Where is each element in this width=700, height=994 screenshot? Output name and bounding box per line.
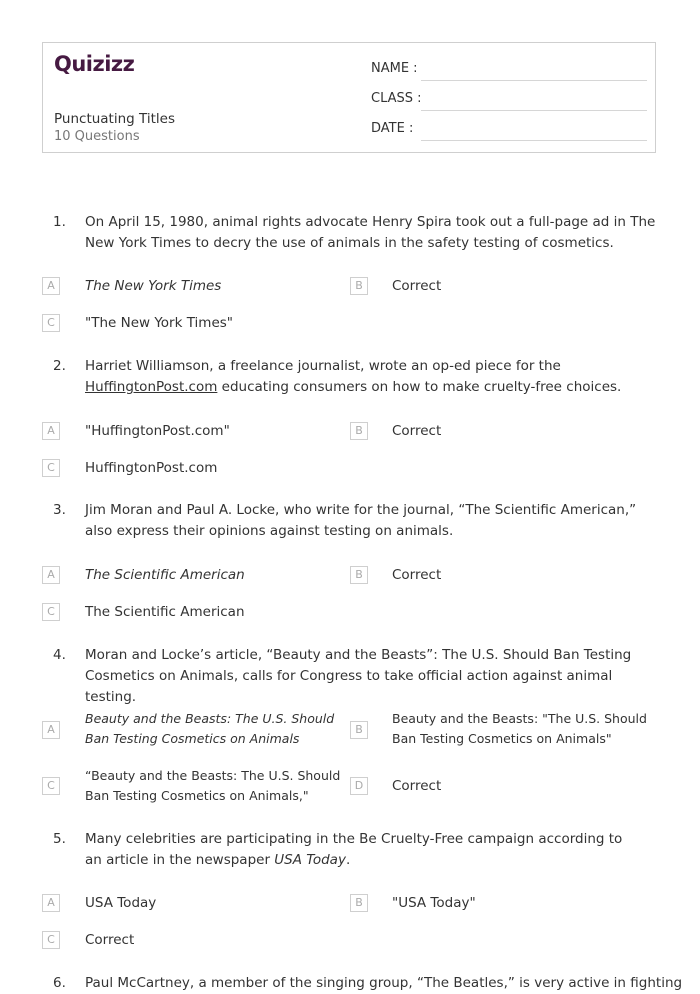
question-count: 10 Questions [54,129,140,144]
option-text: "USA Today" [392,895,476,911]
option-text: Correct [392,278,442,294]
name-field[interactable] [371,61,647,81]
name-label: NAME : [371,61,418,76]
name-line [421,80,647,81]
option-letter-box: C [42,777,60,795]
option-letter-box: C [42,603,60,621]
quizizz-logo: Quizizz [54,52,135,76]
question-link[interactable]: HuffingtonPost.com [85,379,218,395]
option-text: The New York Times [85,278,222,294]
question-text-part: Harriet Williamson, a freelance journalist, wrote an op-ed piece for the [85,358,561,374]
question-number: 1. [53,214,66,230]
question-text: Moran and Locke’s article, “Beauty and the Beasts”: The U.S. Should Ban Testing Cosmetics on Animals, calls for Congress to take official action against animal testing. [85,647,632,705]
question-text: On April 15, 1980, animal rights advocate Henry Spira took out a full-page ad in The New York Times to decry the use of animals in the safety testing of cosmetics. [85,214,656,251]
option-text: "HuffingtonPost.com" [85,423,230,439]
option-text: The Scientific American [85,567,245,583]
option-letter-box: B [350,894,368,912]
option-text: The Scientific American [85,604,245,620]
question-text: Jim Moran and Paul A. Locke, who write for the journal, “The Scientific American,” also express their opinions against testing on animals. [85,502,637,539]
option-text: Correct [85,932,135,948]
question-text-italic: USA Today [274,852,346,868]
question-number: 2. [53,358,66,374]
option-text: Correct [392,423,442,439]
option-text: Correct [392,567,442,583]
worksheet-header [42,42,656,153]
worksheet-title: Punctuating Titles [54,111,175,127]
option-text: "The New York Times" [85,315,233,331]
option-letter-box: C [42,459,60,477]
option-text: HuffingtonPost.com [85,460,218,476]
date-field[interactable] [371,121,647,141]
question-number: 5. [53,831,66,847]
option-letter-box: D [350,777,368,795]
option-letter-box: B [350,721,368,739]
option-letter-box: A [42,566,60,584]
question-text-part: Many celebrities are participating in the Be Cruelty-Free campaign according to an article in the newspaper [85,831,623,868]
date-line [421,140,647,141]
class-line [421,110,647,111]
option-letter-box: A [42,721,60,739]
question-text-part: educating consumers on how to make cruelty-free choices. [217,379,622,395]
question-text-part: . [345,852,351,868]
option-letter-box: A [42,277,60,295]
option-letter-box: A [42,894,60,912]
date-label: DATE : [371,121,414,136]
option-letter-box: C [42,931,60,949]
question-text [85,829,630,871]
question-number: 6. [53,975,66,991]
class-field[interactable] [371,91,647,111]
option-text: Correct [392,778,442,794]
option-letter-box: B [350,422,368,440]
class-label: CLASS : [371,91,422,106]
option-text: Beauty and the Beasts: "The U.S. Should Ban Testing Cosmetics on Animals" [392,711,647,746]
option-letter-box: C [42,314,60,332]
question-number: 4. [53,647,66,663]
question-text: Paul McCartney, a member of the singing group, “The Beatles,” is very active in fighting [85,975,683,991]
option-text: USA Today [85,895,157,911]
option-text: “Beauty and the Beasts: The U.S. Should Ban Testing Cosmetics on Animals," [85,768,341,803]
question-text [85,356,663,398]
question-number: 3. [53,502,66,518]
option-letter-box: B [350,566,368,584]
option-letter-box: A [42,422,60,440]
option-letter-box: B [350,277,368,295]
option-text: Beauty and the Beasts: The U.S. Should Ban Testing Cosmetics on Animals [85,711,335,746]
